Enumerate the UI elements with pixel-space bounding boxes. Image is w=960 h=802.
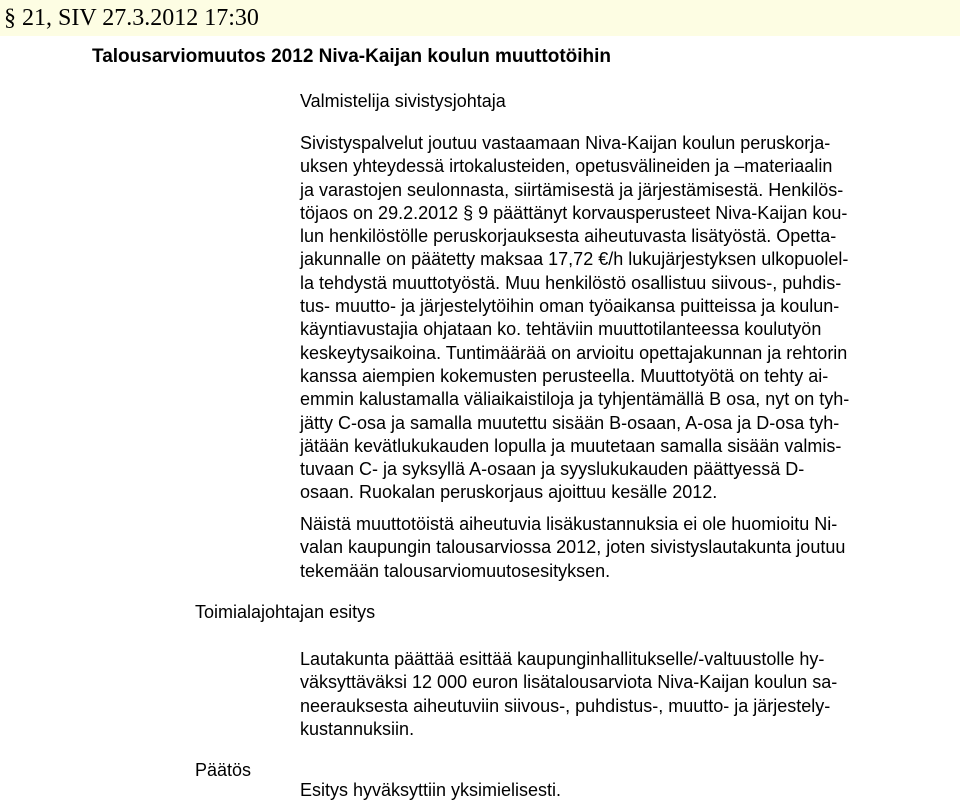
paragraph-line: Näistä muuttotöistä aiheutuvia lisäkustannuksia ei ole huomioitu Ni- xyxy=(300,514,838,534)
paragraph-line: kustannuksiin. xyxy=(300,718,415,739)
paragraph-line: neerauksesta aiheutuviin siivous-, puhdistus-, muutto- ja järjestely- xyxy=(300,695,831,716)
preparer-line: Valmistelija sivistysjohtaja xyxy=(300,91,506,111)
paragraph-line: keskeytysaikoina. Tuntimäärää on arvioitu opettajakunnan ja rehtorin xyxy=(300,342,848,363)
paragraph-line: väksyttäväksi 12 000 euron lisätalousarviota Niva-Kaijan koulun sa- xyxy=(300,672,838,693)
paragraph-line: emmin kalustamalla väliaikaistiloja ja tyhjentämällä B osa, nyt on tyh- xyxy=(300,389,850,410)
paragraph-line: Lautakunta päättää esittää kaupunginhallitukselle/-valtuustolle hy- xyxy=(300,649,825,669)
proposal-paragraph xyxy=(300,648,837,741)
paragraph-line: uksen yhteydessä irtokalusteiden, opetusvälineiden ja –materiaalin xyxy=(300,156,833,177)
paragraph-line: jakunnalle on päätetty maksaa 17,72 €/h lukujärjestyksen ulkopuolel- xyxy=(300,249,849,270)
paragraph-line: käyntiavustajia ohjataan ko. tehtäviin muuttotilanteessa koulutyön xyxy=(300,319,822,340)
proposal-label: Toimialajohtajan esitys xyxy=(195,602,376,622)
paragraph-line: Sivistyspalvelut joutuu vastaamaan Niva-Kaijan koulun peruskorja- xyxy=(300,133,831,153)
paragraph-line: la tehdystä muuttotyöstä. Muu henkilöstö osallistuu siivous-, puhdis- xyxy=(300,272,842,293)
document-title: Talousarviomuutos 2012 Niva-Kaijan koulun muuttotöihin xyxy=(92,46,612,67)
paragraph-line: jätty C-osa ja samalla muutettu sisään B-osaan, A-osa ja D-osa tyh- xyxy=(300,412,840,433)
section-header-bar xyxy=(0,0,960,36)
paragraph-line: jätään kevätlukukauden lopulla ja muutetaan samalla sisään valmis- xyxy=(300,435,842,456)
paragraph-line: osaan. Ruokalan peruskorjaus ajoittuu kesälle 2012. xyxy=(300,482,718,503)
paragraph-line: tekemään talousarviomuutosesityksen. xyxy=(300,560,611,581)
decision-text: Esitys hyväksyttiin yksimielisesti. xyxy=(300,780,562,800)
paragraph-line: lun henkilöstölle peruskorjauksesta aiheutuvasta lisätyöstä. Opetta- xyxy=(300,226,837,247)
paragraph-line: ja varastojen seulonnasta, siirtämisestä ja järjestämisestä. Henkilös- xyxy=(300,179,844,200)
section-heading: § 21, SIV 27.3.2012 17:30 xyxy=(4,5,259,31)
paragraph-line: tus- muutto- ja järjestelytöihin oman työaikansa puitteissa ja koulun- xyxy=(300,296,840,317)
body-paragraph xyxy=(300,132,849,505)
paragraph-line: kanssa aiempien kokemusten perusteella. Muuttotyötä on tehty ai- xyxy=(300,365,829,386)
paragraph-line: valan kaupungin talousarviossa 2012, joten sivistyslautakunta joutuu xyxy=(300,537,846,558)
paragraph-line: töjaos on 29.2.2012 § 9 päättänyt korvausperusteet Niva-Kaijan kou- xyxy=(300,202,848,223)
budget-paragraph xyxy=(300,513,845,583)
paragraph-line: tuvaan C- ja syksyllä A-osaan ja syyslukukauden päättyessä D- xyxy=(300,459,805,480)
decision-label: Päätös xyxy=(195,760,252,780)
